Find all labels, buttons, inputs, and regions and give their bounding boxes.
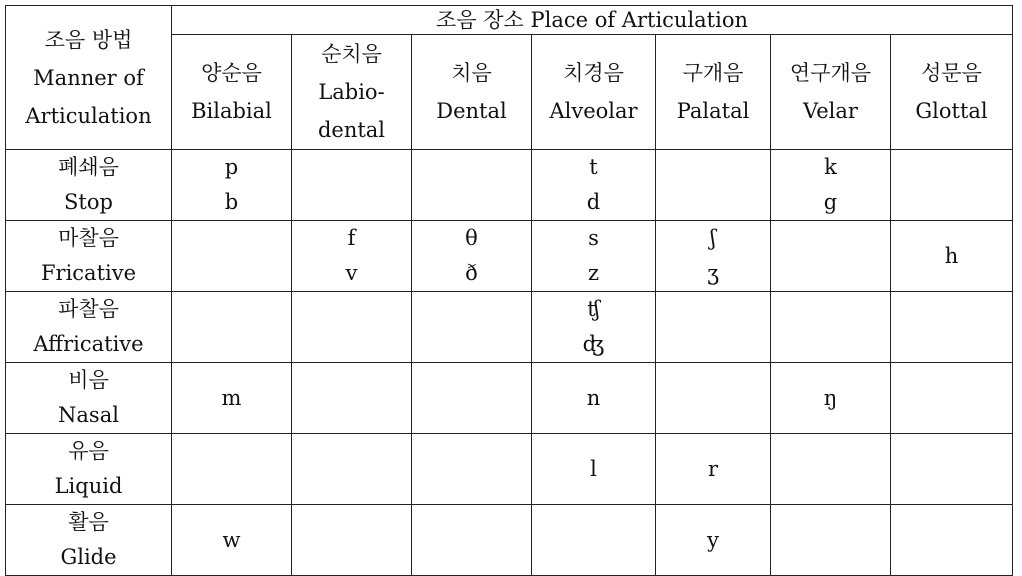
symbol-cell [172,292,292,363]
ipa-symbol: m [221,385,242,410]
place-header-alveolar [532,35,656,150]
place-header: 조음 장소 Place of Articulation [172,6,1013,35]
symbol-cell [891,221,1013,292]
manner-label-en: Affricative [33,332,144,356]
ipa-symbol: ʒ [707,261,719,285]
symbol-cell [412,363,532,434]
place-label-en: Dental [436,99,507,123]
ipa-symbol: w [222,527,241,552]
manner-label-ko: 유음 [68,439,109,463]
symbol-cell [532,505,656,576]
symbol-cell [891,292,1013,363]
ipa-symbol: ʧ [587,297,600,321]
symbol-cell [532,221,656,292]
manner-label-ko: 파찰음 [58,297,119,321]
symbol-cell [771,221,891,292]
manner-label-en: Liquid [54,474,123,498]
symbol-cell [656,292,771,363]
symbol-cell [412,150,532,221]
place-label-en: Velar [803,99,858,123]
manner-header-en2: Articulation [25,103,152,128]
symbol-cell [532,434,656,505]
manner-label-en: Nasal [58,403,119,427]
place-label-en: Labio- [318,80,385,104]
ipa-symbol: r [707,456,719,481]
symbol-cell [292,434,412,505]
ipa-symbol: ʤ [582,332,605,356]
place-label-ko: 치경음 [563,61,624,85]
ipa-symbol: θ [465,226,478,250]
manner-label-ko: 비음 [68,368,109,392]
manner-label-ko: 폐쇄음 [58,155,119,179]
manner-cell [6,150,172,221]
symbol-cell [292,505,412,576]
articulation-table [5,5,1013,576]
symbol-cell [656,221,771,292]
symbol-cell [292,150,412,221]
place-label-ko: 치음 [451,61,492,85]
table-row [6,221,1013,292]
symbol-cell [172,363,292,434]
symbol-cell [656,363,771,434]
manner-label-en: Fricative [40,261,137,285]
symbol-cell [891,363,1013,434]
manner-cell [6,221,172,292]
ipa-symbol: t [589,155,598,179]
symbol-cell [656,434,771,505]
symbol-cell [891,505,1013,576]
symbol-cell [532,150,656,221]
ipa-symbol: g [823,190,838,214]
manner-header-ko: 조음 방법 [44,27,133,52]
symbol-cell [172,505,292,576]
ipa-symbol: ð [465,261,478,285]
symbol-cell [412,221,532,292]
symbol-cell [292,363,412,434]
place-header-palatal [656,35,771,150]
table-row [6,292,1013,363]
symbol-cell [172,434,292,505]
ipa-symbol: l [590,456,597,481]
table-row [6,434,1013,505]
symbol-cell [656,150,771,221]
ipa-symbol: f [347,226,356,250]
place-header-glottal [891,35,1013,150]
place-header-dental [412,35,532,150]
symbol-cell [292,221,412,292]
ipa-symbol: y [707,527,719,552]
table-row [6,505,1013,576]
table-row [6,363,1013,434]
symbol-cell [412,292,532,363]
place-header-bilabial [172,35,292,150]
manner-cell [6,292,172,363]
ipa-symbol: k [824,155,837,179]
place-label-en2: dental [317,118,386,142]
symbol-cell [412,505,532,576]
symbol-cell [891,434,1013,505]
ipa-symbol: p [224,155,239,179]
symbol-cell [532,292,656,363]
ipa-symbol: n [586,385,601,410]
manner-header-en1: Manner of [33,65,144,90]
ipa-symbol: z [587,261,600,285]
ipa-symbol: s [588,226,599,250]
place-label-en: Alveolar [549,99,638,123]
ipa-symbol: b [224,190,239,214]
symbol-cell [532,363,656,434]
ipa-symbol: ʃ [710,226,716,250]
place-label-ko: 순치음 [321,42,382,66]
symbol-cell [656,505,771,576]
symbol-cell [172,221,292,292]
place-label-en: Bilabial [191,99,272,123]
place-label-ko: 양순음 [201,61,262,85]
manner-cell [6,363,172,434]
place-label-ko: 구개음 [682,61,744,85]
manner-header [6,6,172,150]
place-label-ko: 성문음 [921,61,982,85]
symbol-cell [771,434,891,505]
symbol-cell [771,363,891,434]
ipa-symbol: d [586,190,601,214]
symbol-cell [771,150,891,221]
place-label-ko: 연구개음 [789,61,872,85]
ipa-symbol: v [345,261,358,285]
symbol-cell [771,292,891,363]
manner-cell [6,505,172,576]
ipa-symbol: h [944,243,959,268]
symbol-cell [172,150,292,221]
manner-label-ko: 마찰음 [58,226,119,250]
manner-label-en: Glide [60,545,117,569]
place-label-en: Glottal [915,99,988,123]
place-header-velar [771,35,891,150]
manner-label-ko: 활음 [68,510,109,534]
place-header-labio [292,35,412,150]
manner-label-en: Stop [64,190,113,214]
ipa-symbol: ŋ [823,385,838,410]
manner-cell [6,434,172,505]
symbol-cell [771,505,891,576]
symbol-cell [292,292,412,363]
symbol-cell [412,434,532,505]
place-label-en: Palatal [676,99,750,123]
symbol-cell [891,150,1013,221]
table-row [6,150,1013,221]
